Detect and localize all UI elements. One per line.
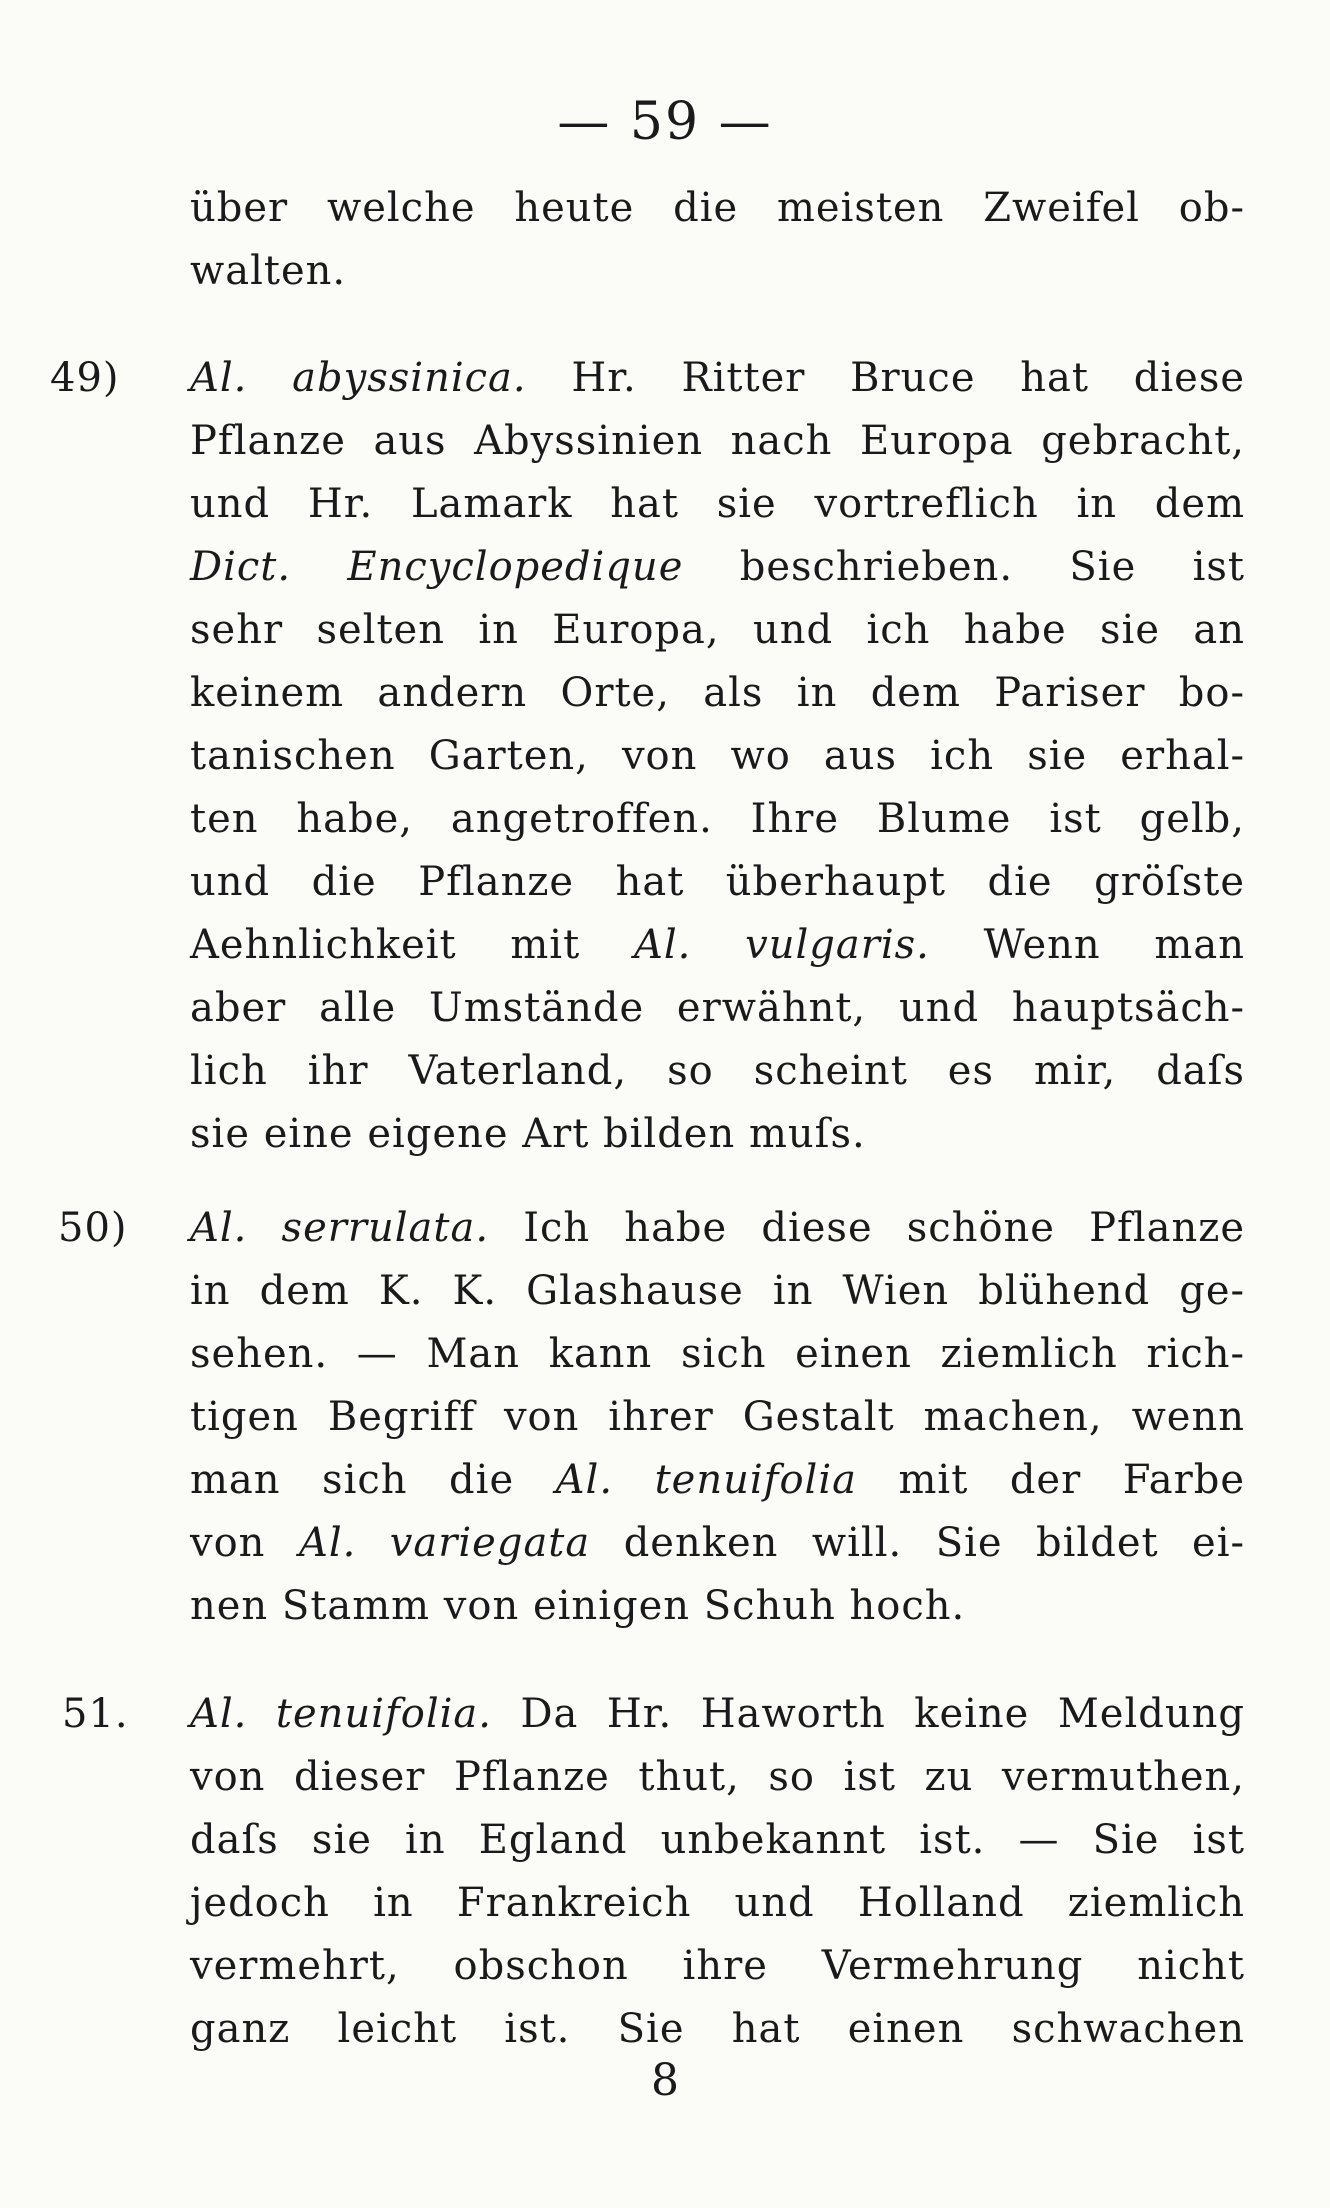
text-line: [190, 1683, 1245, 1746]
text-line: [190, 914, 1245, 977]
text-line: tigen Begriff von ihrer Gestalt machen, wenn: [190, 1394, 1245, 1440]
text-line: sehen. — Man kann sich einen ziemlich rich-: [190, 1331, 1245, 1377]
text-line: sie eine eigene Art bilden muſs.: [190, 1111, 866, 1157]
entry-49: [190, 347, 1245, 1166]
text-line: lich ihr Vaterland, so scheint es mir, daſs: [190, 1048, 1245, 1094]
species-name: Al. serrulata.: [190, 1205, 490, 1251]
entry-number: 50): [58, 1205, 128, 1251]
text-run: Ich habe diese schöne Pflanze: [523, 1205, 1245, 1251]
text-line: und Hr. Lamark hat sie vortreflich in dem: [190, 481, 1245, 527]
species-name: Al. tenuifolia.: [190, 1691, 492, 1737]
text-run: denken will. Sie bildet ei-: [623, 1520, 1246, 1566]
text-line: vermehrt, obschon ihre Vermehrung nicht: [190, 1943, 1245, 1989]
text-line: tanischen Garten, von wo aus ich sie erhal-: [190, 733, 1245, 779]
entry-number: 51.: [62, 1691, 129, 1737]
text-line: Pflanze aus Abyssinien nach Europa gebracht,: [190, 418, 1245, 464]
page-number: — 59 —: [557, 92, 773, 152]
species-name: Al. vulgaris.: [633, 922, 930, 968]
text-line: über welche heute die meisten Zweifel ob-: [190, 185, 1245, 231]
text-line: und die Pflanze hat überhaupt die gröſste: [190, 859, 1245, 905]
text-line: jedoch in Frankreich und Holland ziemlich: [190, 1880, 1245, 1926]
text-line: ganz leicht ist. Sie hat einen schwachen: [190, 2006, 1245, 2052]
text-line: [190, 536, 1245, 599]
text-run: beschrieben. Sie ist: [739, 544, 1245, 590]
text-line: sehr selten in Europa, und ich habe sie an: [190, 607, 1245, 653]
text-run: man sich die: [190, 1457, 515, 1503]
text-run: Aehnlichkeit mit: [190, 922, 581, 968]
entry-51: [190, 1683, 1245, 2061]
text-line: [190, 1449, 1245, 1512]
species-name: Al. tenuifolia: [555, 1457, 857, 1503]
text-line: in dem K. K. Glashause in Wien blühend ge-: [190, 1268, 1245, 1314]
entry-50: [190, 1197, 1245, 1638]
text-line: walten.: [190, 248, 347, 294]
text-line: von dieser Pflanze thut, so ist zu vermuthen,: [190, 1754, 1245, 1800]
text-run: Hr. Ritter Bruce hat diese: [571, 355, 1246, 401]
text-line: [190, 1512, 1245, 1575]
text-line: daſs sie in Egland unbekannt ist. — Sie ist: [190, 1817, 1245, 1863]
text-run: Wenn man: [983, 922, 1245, 968]
text-line: ten habe, angetroffen. Ihre Blume ist gelb,: [190, 796, 1245, 842]
signature-mark: 8: [651, 2055, 679, 2106]
intro-paragraph: [190, 177, 1245, 303]
text-line: [190, 1197, 1245, 1260]
text-run: von: [190, 1520, 266, 1566]
italic-title: Dict. Encyclopedique: [190, 544, 684, 590]
entry-number: 49): [50, 355, 120, 401]
text-run: mit der Farbe: [898, 1457, 1246, 1503]
species-name: Al. variegata: [298, 1520, 591, 1566]
text-line: [190, 347, 1245, 410]
text-line: aber alle Umstände erwähnt, und hauptsäch-: [190, 985, 1245, 1031]
species-name: Al. abyssinica.: [190, 355, 527, 401]
text-line: keinem andern Orte, als in dem Pariser bo-: [190, 670, 1245, 716]
text-line: nen Stamm von einigen Schuh hoch.: [190, 1583, 966, 1629]
text-run: Da Hr. Haworth keine Meldung: [520, 1691, 1245, 1737]
